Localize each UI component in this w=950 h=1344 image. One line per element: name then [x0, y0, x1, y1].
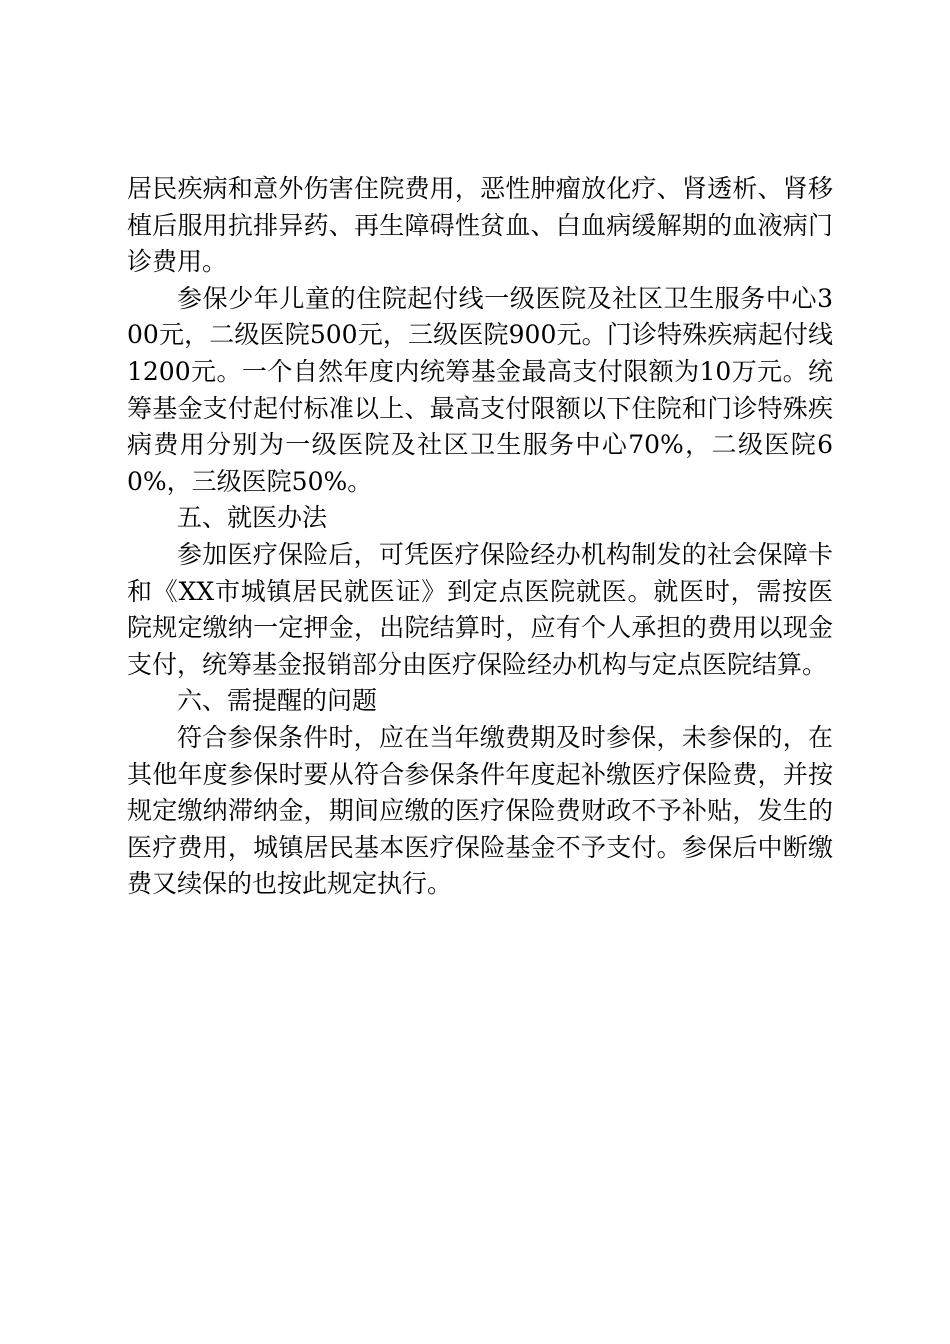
paragraph-children-deductibles: 参保少年儿童的住院起付线一级医院及社区卫生服务中心300元，二级医院500元，三级医院900元。门诊特殊疾病起付线1200元。一个自然年度内统筹基金最高支付限额为10万元。统筹基金支付起付标准以上、最高支付限额以下住院和门诊特殊疾病费用分别为一级医院及社区卫生服务中心70%，二级医院60%，三级医院50%。	[127, 283, 833, 496]
document-body	[127, 171, 833, 903]
paragraph-medical-procedure: 参加医疗保险后，可凭医疗保险经办机构制发的社会保障卡和《XX市城镇居民就医证》到定点医院就医。就医时，需按医院规定缴纳一定押金，出院结算时，应有个人承担的费用以现金支付，统筹基金报销部分由医疗保险经办机构与定点医院结算。	[127, 539, 833, 679]
paragraph-coverage-continued: 居民疾病和意外伤害住院费用，恶性肿瘤放化疗、肾透析、肾移植后服用抗排异药、再生障碍性贫血、白血病缓解期的血液病门诊费用。	[127, 174, 833, 277]
section-heading-medical-procedure: 五、就医办法	[177, 503, 328, 533]
paragraph-reminders: 符合参保条件时，应在当年缴费期及时参保，未参保的，在其他年度参保时要从符合参保条件年度起补缴医疗保险费，并按规定缴纳滞纳金，期间应缴的医疗保险费财政不予补贴，发生的医疗费用，城镇居民基本医疗保险基金不予支付。参保后中断缴费又续保的也按此规定执行。	[127, 722, 833, 899]
section-heading-reminders: 六、需提醒的问题	[177, 686, 378, 716]
